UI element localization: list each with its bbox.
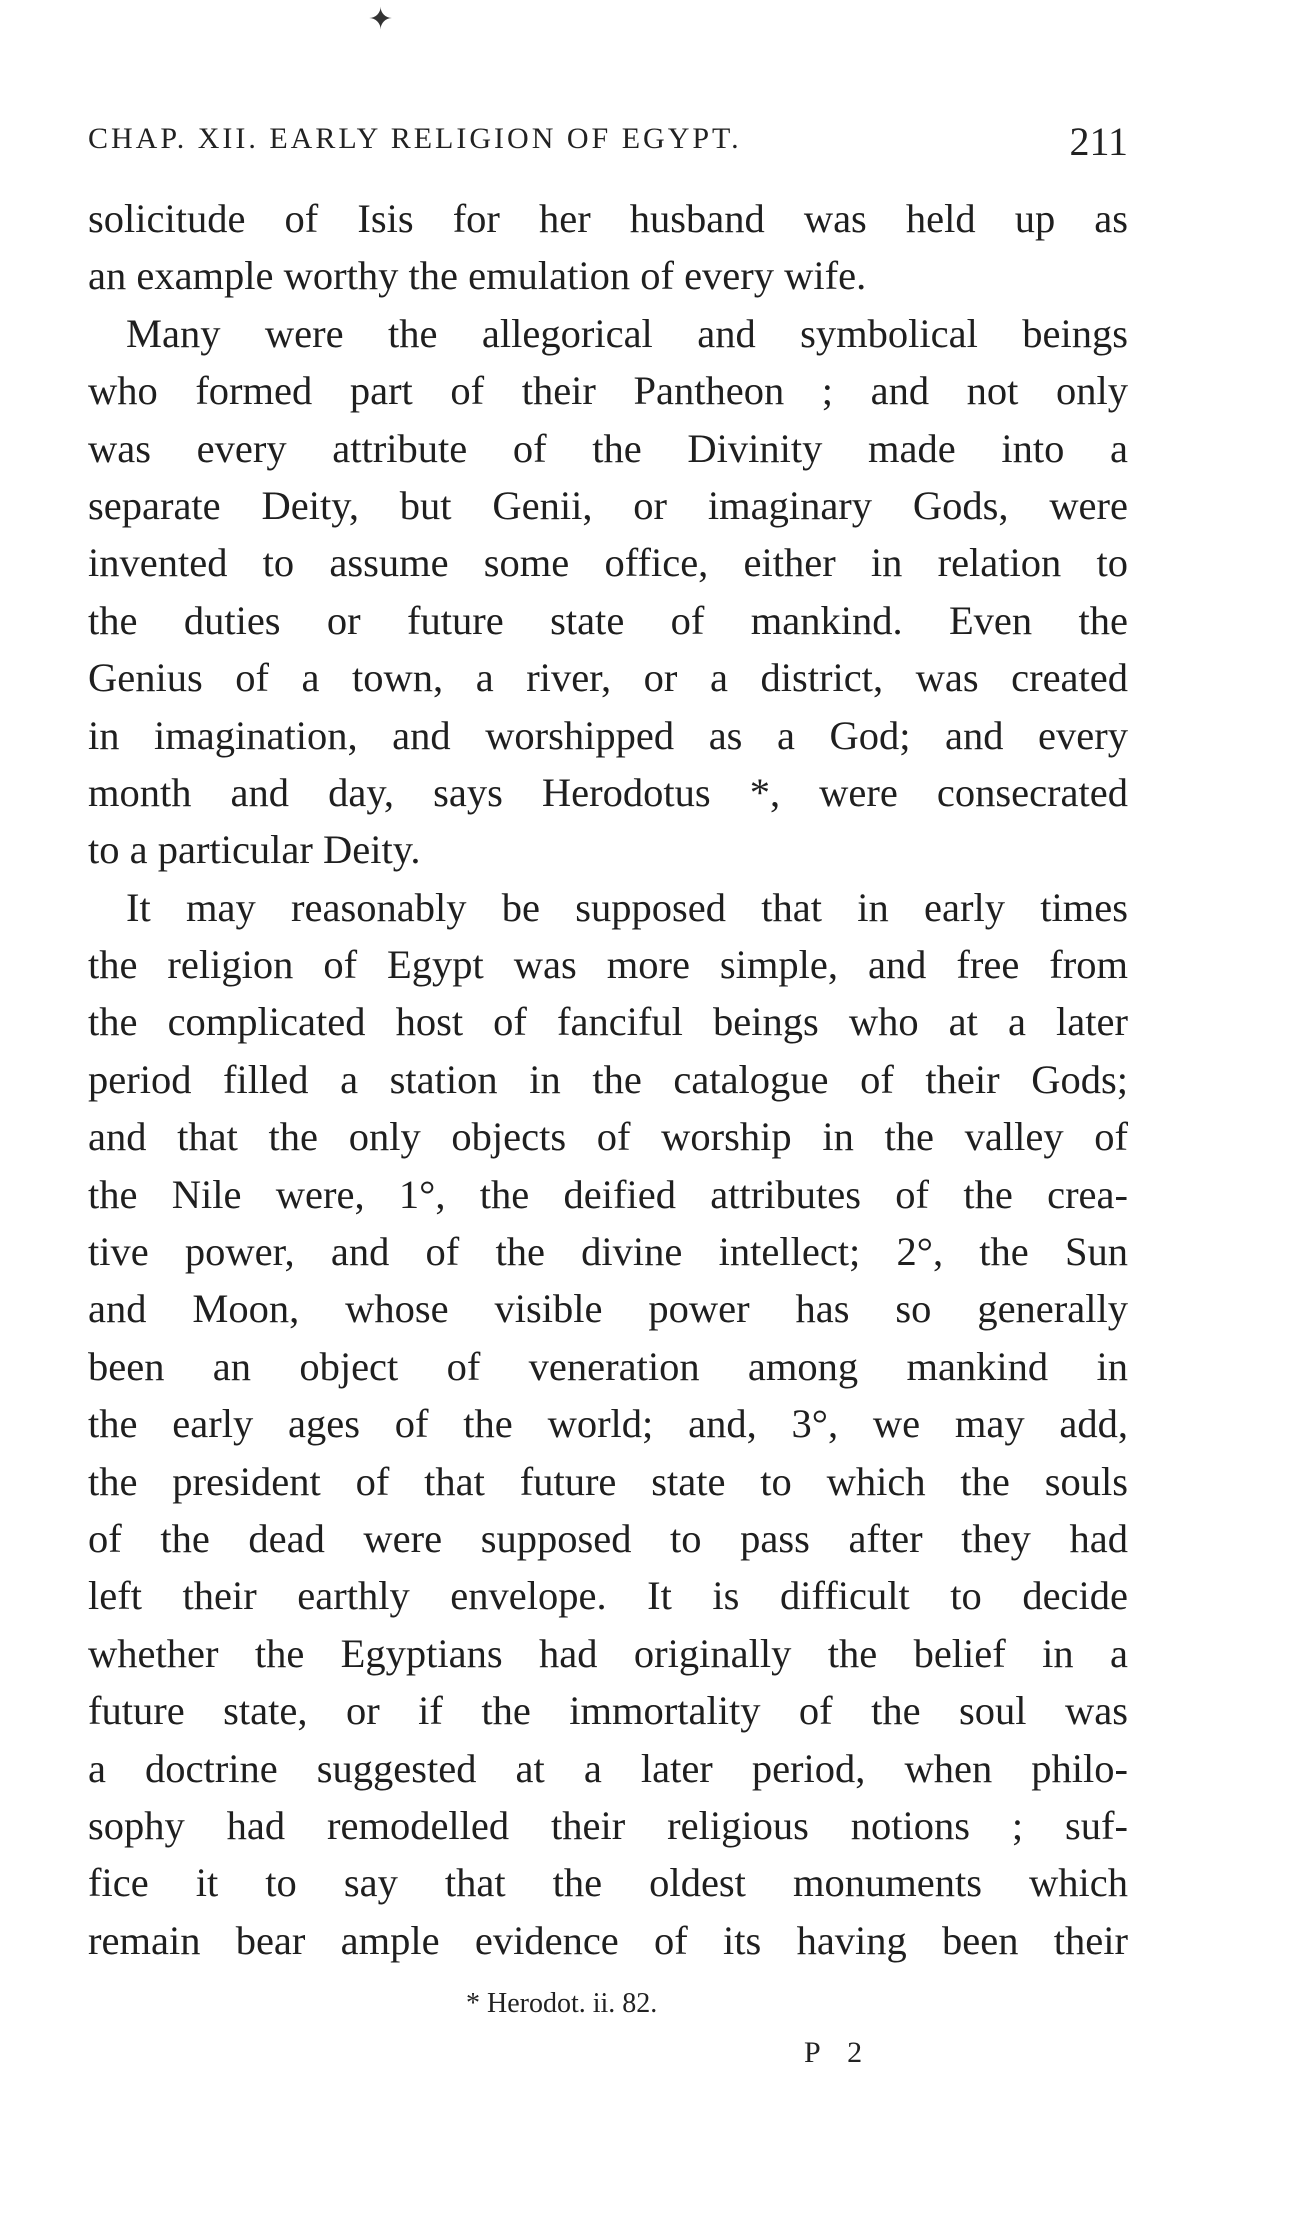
text-line: whether the Egyptians had originally the belief in a xyxy=(88,1630,1128,1676)
text-line: the early ages of the world; and, 3°, we may add, xyxy=(88,1401,1128,1447)
text-line: remain bear ample evidence of its having been their xyxy=(88,1917,1128,1963)
text-line: a doctrine suggested at a later period, when philo- xyxy=(88,1745,1128,1791)
text-line: who formed part of their Pantheon ; and not only xyxy=(88,368,1128,414)
text-line: solicitude of Isis for her husband was held up as xyxy=(88,196,1128,241)
text-line: and Moon, whose visible power has so generally xyxy=(88,1286,1128,1332)
text-line: tive power, and of the divine intellect; 2°, the Sun xyxy=(88,1229,1128,1275)
text-line: Genius of a town, a river, or a district, was created xyxy=(88,655,1128,701)
text-line: It may reasonably be supposed that in early times xyxy=(126,884,1128,930)
page-header xyxy=(88,118,1128,168)
footnote: * Herodot. ii. 82. xyxy=(466,1988,658,2019)
text-line: period filled a station in the catalogue of their Gods; xyxy=(88,1056,1128,1102)
text-line: been an object of veneration among mankind in xyxy=(88,1343,1128,1389)
text-line: the complicated host of fanciful beings who at a later xyxy=(88,999,1128,1045)
text-line: separate Deity, but Genii, or imaginary Gods, were xyxy=(88,482,1128,528)
text-line: to a particular Deity. xyxy=(88,827,421,873)
body-text xyxy=(88,190,1128,1969)
text-line: an example worthy the emulation of every wife. xyxy=(88,253,867,299)
text-line: of the dead were supposed to pass after they had xyxy=(88,1515,1128,1561)
ink-mark: ✦ xyxy=(368,2,394,37)
text-line: Many were the allegorical and symbolical beings xyxy=(126,310,1128,356)
text-line: sophy had remodelled their religious notions ; suf- xyxy=(88,1802,1128,1848)
text-line: was every attribute of the Divinity made into a xyxy=(88,425,1128,471)
text-line: month and day, says Herodotus *, were consecrated xyxy=(88,769,1128,815)
text-line: future state, or if the immortality of the soul was xyxy=(88,1688,1128,1734)
text-line: in imagination, and worshipped as a God; and every xyxy=(88,712,1128,758)
text-line: and that the only objects of worship in the valley of xyxy=(88,1114,1128,1160)
text-line: the duties or future state of mankind. Even the xyxy=(88,597,1128,643)
text-line: the religion of Egypt was more simple, and free from xyxy=(88,942,1128,988)
text-line: the Nile were, 1°, the deified attributes of the crea- xyxy=(88,1171,1128,1217)
text-line: invented to assume some office, either in relation to xyxy=(88,540,1128,586)
running-head: CHAP. XII. EARLY RELIGION OF EGYPT. xyxy=(88,122,742,155)
text-line: left their earthly envelope. It is difficult to decide xyxy=(88,1573,1128,1619)
text-line: the president of that future state to which the souls xyxy=(88,1458,1128,1504)
page-number: 211 xyxy=(1069,119,1128,164)
signature-mark: P 2 xyxy=(804,2036,873,2069)
text-line: fice it to say that the oldest monuments which xyxy=(88,1860,1128,1906)
